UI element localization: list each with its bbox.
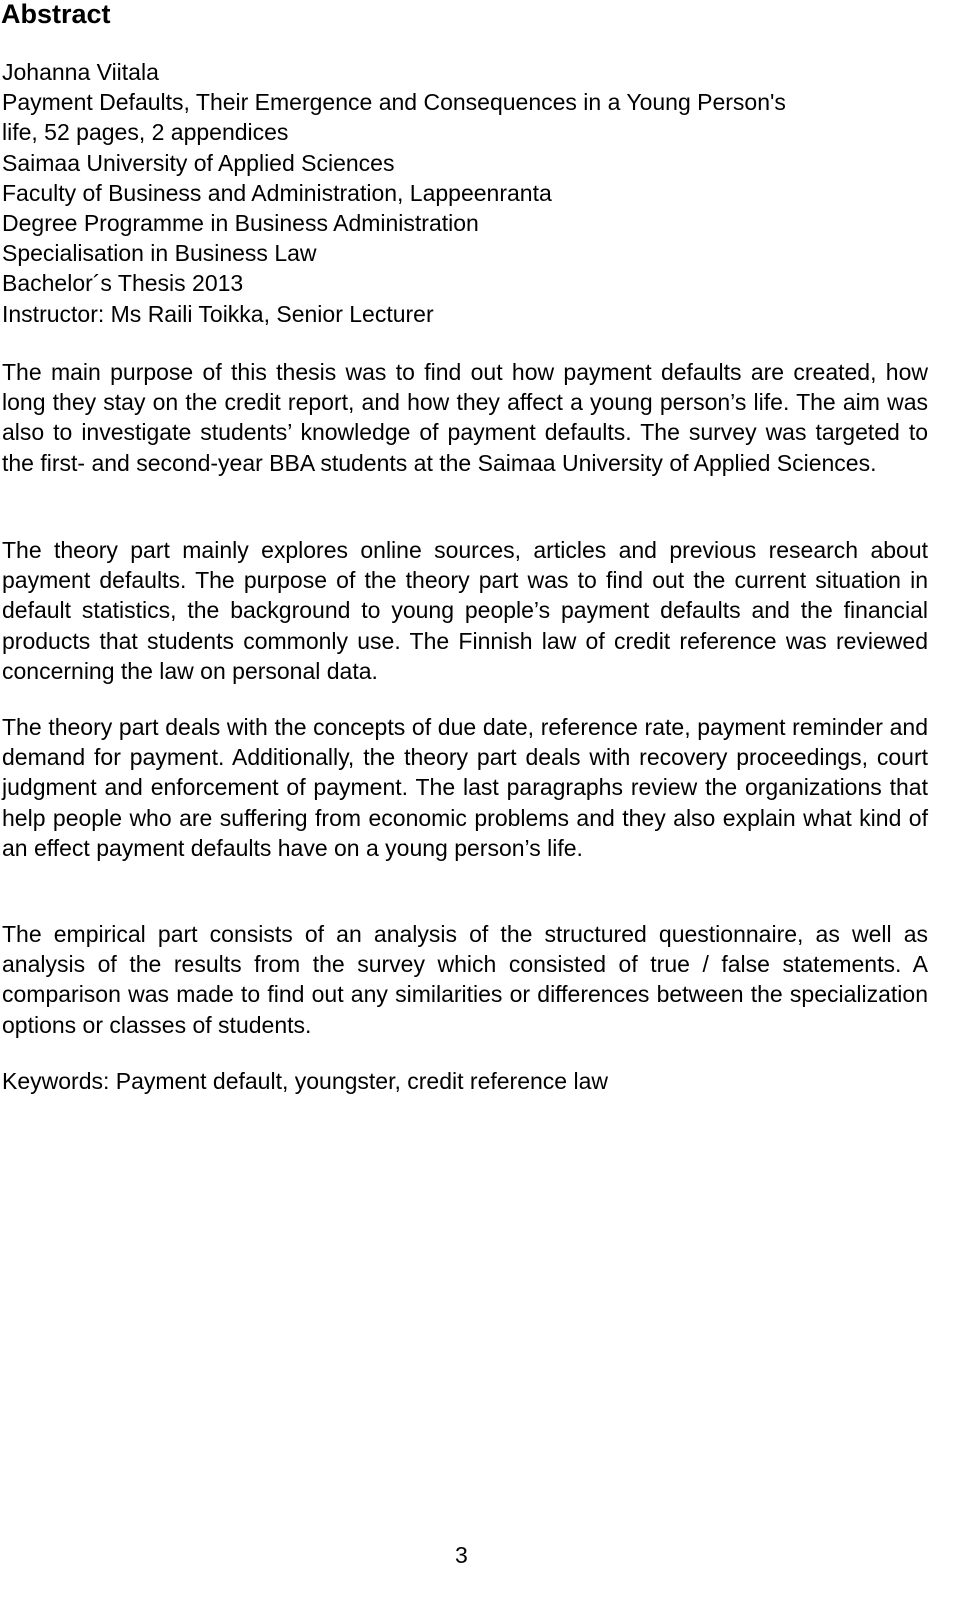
abstract-paragraph-theory-concepts: The theory part deals with the concepts of due date, reference rate, payment reminder and demand for payment. Additionally, the theory part deals with recovery proceedings, court judgment and enforcement of payment. The last paragraphs review the organizations that help people who are suffering from economic problems and they also explain what kind of an effect payment defaults have on a young person’s life. (2, 714, 928, 861)
thesis-title-line-2: life, 52 pages, 2 appendices (2, 119, 289, 146)
thesis-title-line-1: Payment Defaults, Their Emergence and Consequences in a Young Person's (2, 89, 786, 116)
specialisation: Specialisation in Business Law (2, 240, 317, 267)
author-name: Johanna Viitala (2, 59, 159, 85)
thesis-type-year: Bachelor´s Thesis 2013 (2, 270, 244, 297)
instructor: Instructor: Ms Raili Toikka, Senior Lecturer (2, 300, 434, 327)
abstract-heading: Abstract (1, 0, 111, 29)
abstract-paragraph-theory-sources: The theory part mainly explores online sources, articles and previous research about payment defaults. The purpose of the theory part was to find out the current situation in default statistics, the background to young people’s payment defaults and the financial products that students commonly use. The Finnish law of credit reference was reviewed concerning the law on personal data. (2, 537, 928, 684)
university-name: Saimaa University of Applied Sciences (2, 149, 395, 176)
abstract-paragraph-empirical: The empirical part consists of an analysis of the structured questionnaire, as well as analysis of the results from the survey which consisted of true / false statements. A comparison was made to find out any similarities or differences between the specialization options or classes of students. (2, 921, 928, 1038)
abstract-paragraph-purpose: The main purpose of this thesis was to find out how payment defaults are created, how long they stay on the credit report, and how they affect a young person’s life. The aim was also to investigate students’ knowledge of payment defaults. The survey was targeted to the first- and second-year BBA students at the Saimaa University of Applied Sciences. (2, 359, 928, 476)
degree-programme: Degree Programme in Business Administration (2, 210, 479, 237)
faculty-name: Faculty of Business and Administration, Lappeenranta (2, 179, 552, 206)
thesis-metadata (2, 57, 942, 329)
page-number: 3 (455, 1542, 468, 1568)
keywords: Keywords: Payment default, youngster, credit reference law (2, 1068, 608, 1094)
